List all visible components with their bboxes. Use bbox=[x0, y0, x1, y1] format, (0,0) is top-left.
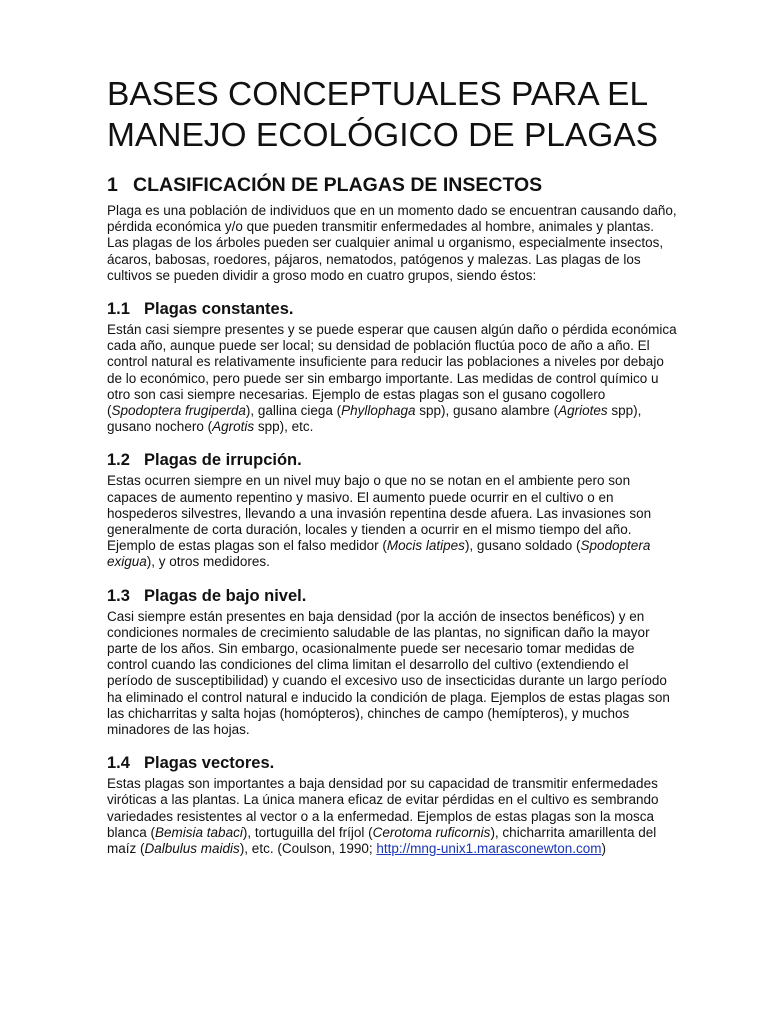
paragraph-irrupcion bbox=[107, 473, 677, 570]
subsection-title: Plagas vectores. bbox=[144, 754, 275, 773]
species-name: Spodoptera exigua bbox=[107, 538, 651, 570]
paragraph-text: spp), gusano alambre ( bbox=[415, 403, 559, 419]
paragraph-vectores bbox=[107, 776, 677, 857]
subsection-title: Plagas de bajo nivel. bbox=[144, 586, 307, 605]
paragraph-bajo-nivel: Casi siempre están presentes en baja densidad (por la acción de insectos benéficos) y en condiciones normales de crecimiento saludable de las plantas, no significan daño la mayor parte de los años. Sin embargo, ocasionalmente puede ser necesario tomar medidas de control cuando las condiciones del clima limitan el desarrollo del cultivo (extendiendo el período de susceptibilidad) y cuando el excesivo uso de insecticidas durante un largo período ha eliminado el control natural e inducido la condición de plaga. Ejemplos de estas plagas son las chicharritas y salta hojas (homópteros), chinches de campo (hemípteros), y muchos minadores de las hojas. bbox=[107, 608, 670, 738]
paragraph-text: ), gallina ciega ( bbox=[245, 403, 342, 419]
subsection-number: 1.2 bbox=[107, 451, 130, 470]
subsection-heading-irrupcion bbox=[107, 450, 677, 470]
paragraph-text: spp), etc. bbox=[254, 419, 314, 435]
species-name: Mocis latipes bbox=[386, 538, 465, 554]
paragraph-text: Están casi siempre presentes y se puede esperar que causen algún daño o pérdida económica cada año, aunque puede ser local; su densidad de población fluctúa poco de año a año. El control natural es relativamente insuficiente para reducir las poblaciones a niveles por debajo de lo económico, pero puede ser sin embargo importante. Las medidas de control químico u otro son casi siempre necesarias. Ejemplo de estas plagas son el gusano cogollero ( bbox=[107, 322, 677, 419]
document-title bbox=[107, 74, 677, 156]
document-body bbox=[107, 74, 677, 857]
subsection-heading-bajo-nivel bbox=[107, 586, 677, 606]
paragraph-text: ) bbox=[601, 841, 606, 857]
subsection-heading-constantes bbox=[107, 299, 677, 319]
subsection-title: Plagas de irrupción. bbox=[144, 451, 302, 470]
title-line-2: MANEJO ECOLÓGICO DE PLAGAS bbox=[107, 117, 659, 154]
section-title: CLASIFICACIÓN DE PLAGAS DE INSECTOS bbox=[133, 174, 543, 196]
subsection-number: 1.3 bbox=[107, 586, 130, 605]
subsection-number: 1.4 bbox=[107, 754, 130, 773]
subsection-title: Plagas constantes. bbox=[144, 300, 294, 319]
title-line-1: BASES CONCEPTUALES PARA EL bbox=[107, 76, 649, 113]
paragraph-text: spp), gusano nochero ( bbox=[107, 403, 642, 435]
reference-link[interactable]: http://mng-unix1.marasconewton.com bbox=[376, 841, 602, 857]
species-name: Dalbulus maidis bbox=[144, 841, 240, 857]
species-name: Cerotoma ruficornis bbox=[372, 824, 491, 840]
paragraph-constantes bbox=[107, 322, 677, 435]
species-name: Agrotis bbox=[212, 419, 255, 435]
section-intro-paragraph: Plaga es una población de individuos que en un momento dado se encuentran causando daño, pérdida económica y/o que pueden transmitir enfermedades al hombre, animales y plantas. Las plagas de los árboles pueden ser cualquier animal u organismo, especialmente insectos, ácaros, babosas, roedores, pájaros, nematodos, patógenos y malezas. Las plagas de los cultivos se pueden dividir a groso modo en cuatro grupos, siendo éstos: bbox=[107, 203, 677, 283]
paragraph-text: ), tortuguilla del fríjol ( bbox=[242, 824, 373, 840]
paragraph-text: ), y otros medidores. bbox=[146, 554, 270, 570]
subsection-heading-vectores bbox=[107, 753, 677, 773]
paragraph-text: Estas ocurren siempre en un nivel muy bajo o que no se notan en el ambiente pero son capaces de aumento repentino y masivo. El aumento puede ocurrir en el cultivo o en hospederos silvestres, llevando a una invasión repentina desde afuera. Las invasiones son generalmente de corta duración, locales y tienden a ocurrir en el mismo tiempo del año. Ejemplo de estas plagas son el falso medidor ( bbox=[107, 473, 652, 554]
species-name: Phyllophaga bbox=[341, 403, 416, 419]
species-name: Spodoptera frugiperda bbox=[111, 403, 246, 419]
subsection-number: 1.1 bbox=[107, 300, 130, 319]
section-heading bbox=[107, 173, 677, 197]
paragraph-text: ), gusano soldado ( bbox=[464, 538, 581, 554]
paragraph-text: ), etc. (Coulson, 1990; bbox=[239, 841, 377, 857]
paragraph-text: ), chicharrita amarillenta del maíz ( bbox=[107, 824, 657, 857]
section-number: 1 bbox=[107, 174, 118, 196]
paragraph-text: Estas plagas son importantes a baja densidad por su capacidad de transmitir enfermedades viróticas a las plantas. La única manera eficaz de evitar pérdidas en el cultivo es sembrando variedades resistentes al vector o a la enfermedad. Ejemplos de estas plagas son la mosca blanca ( bbox=[107, 776, 659, 840]
species-name: Bemisia tabaci bbox=[155, 824, 243, 840]
species-name: Agriotes bbox=[558, 403, 608, 419]
